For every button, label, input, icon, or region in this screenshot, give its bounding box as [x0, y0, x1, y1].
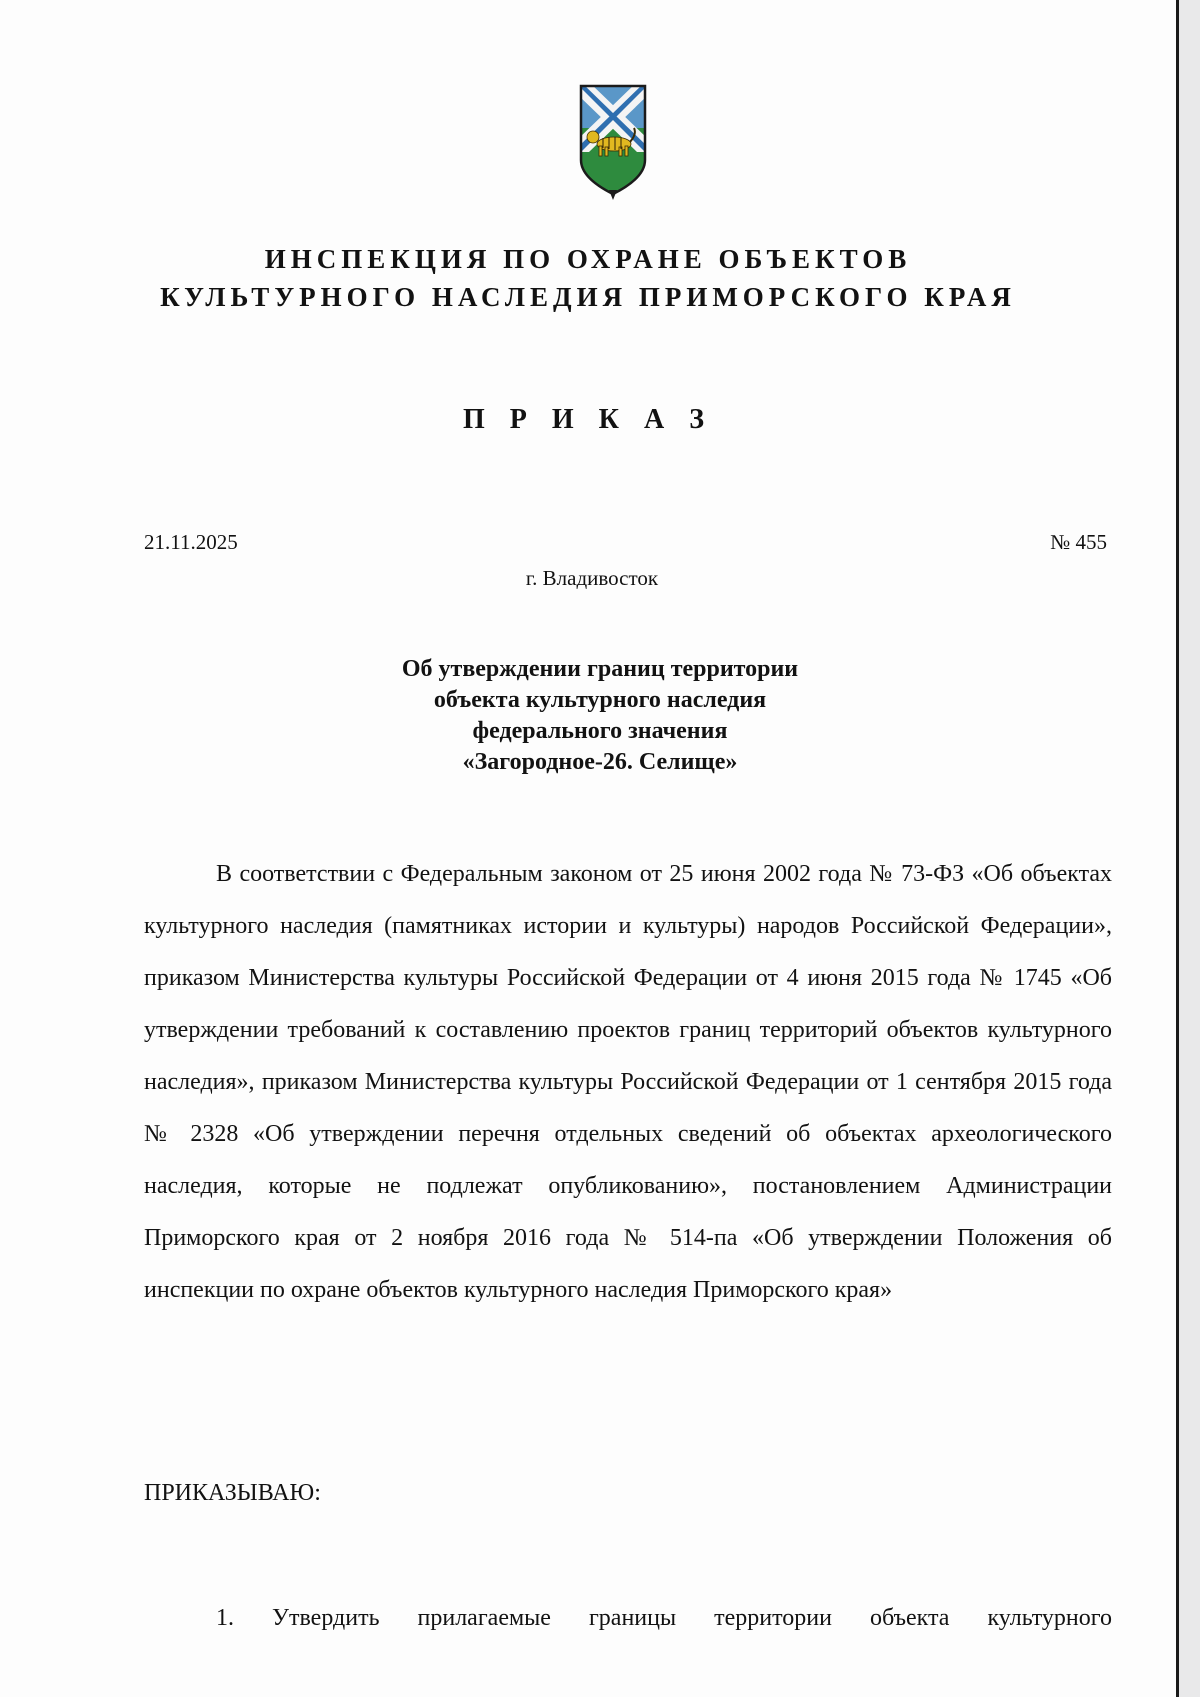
agency-name-line-1: ИНСПЕКЦИЯ ПО ОХРАНЕ ОБЪЕКТОВ [264, 244, 912, 274]
subject-line: федерального значения [472, 718, 728, 744]
document-date: 21.11.2025 [144, 530, 238, 554]
document-number: № 455 [1050, 530, 1107, 554]
primorsky-krai-coat-of-arms-icon [577, 82, 649, 204]
document-subject [0, 654, 1200, 778]
document-city: г. Владивосток [525, 566, 659, 590]
document-type-title: П Р И К А З [463, 404, 713, 435]
subject-line: «Загородное-26. Селище» [462, 749, 738, 775]
order-word: ПРИКАЗЫВАЮ: [144, 1480, 321, 1506]
page-edge-divider [1176, 0, 1179, 1697]
subject-line: Об утверждении границ территории [401, 656, 799, 682]
agency-name-line-2: КУЛЬТУРНОГО НАСЛЕДИЯ ПРИМОРСКОГО КРАЯ [160, 282, 1016, 312]
subject-line: объекта культурного наследия [433, 687, 767, 713]
order-item-1: 1. Утвердить прилагаемые границы территории объекта культурного [216, 1605, 1112, 1631]
legal-basis-paragraph: В соответствии с Федеральным законом от 25 июня 2002 года № 73-ФЗ «Об объектах культурного наследия (памятниках истории и культуры) народов Российской Федерации», приказом Министерства культуры Российской Федерации от 4 июня 2015 года № 1745 «Об утверждении требований к составлению проектов границ территорий объектов культурного наследия», приказом Министерства культуры Российской Федерации от 1 сентября 2015 года № 2328 «Об утверждении перечня отдельных сведений об объектах археологического наследия, которые не подлежат опубликованию», постановлением Администрации Приморского края от 2 ноября 2016 года № 514-па «Об утверждении Положения об инспекции по охране объектов культурного наследия Приморского края» [144, 861, 1112, 1303]
